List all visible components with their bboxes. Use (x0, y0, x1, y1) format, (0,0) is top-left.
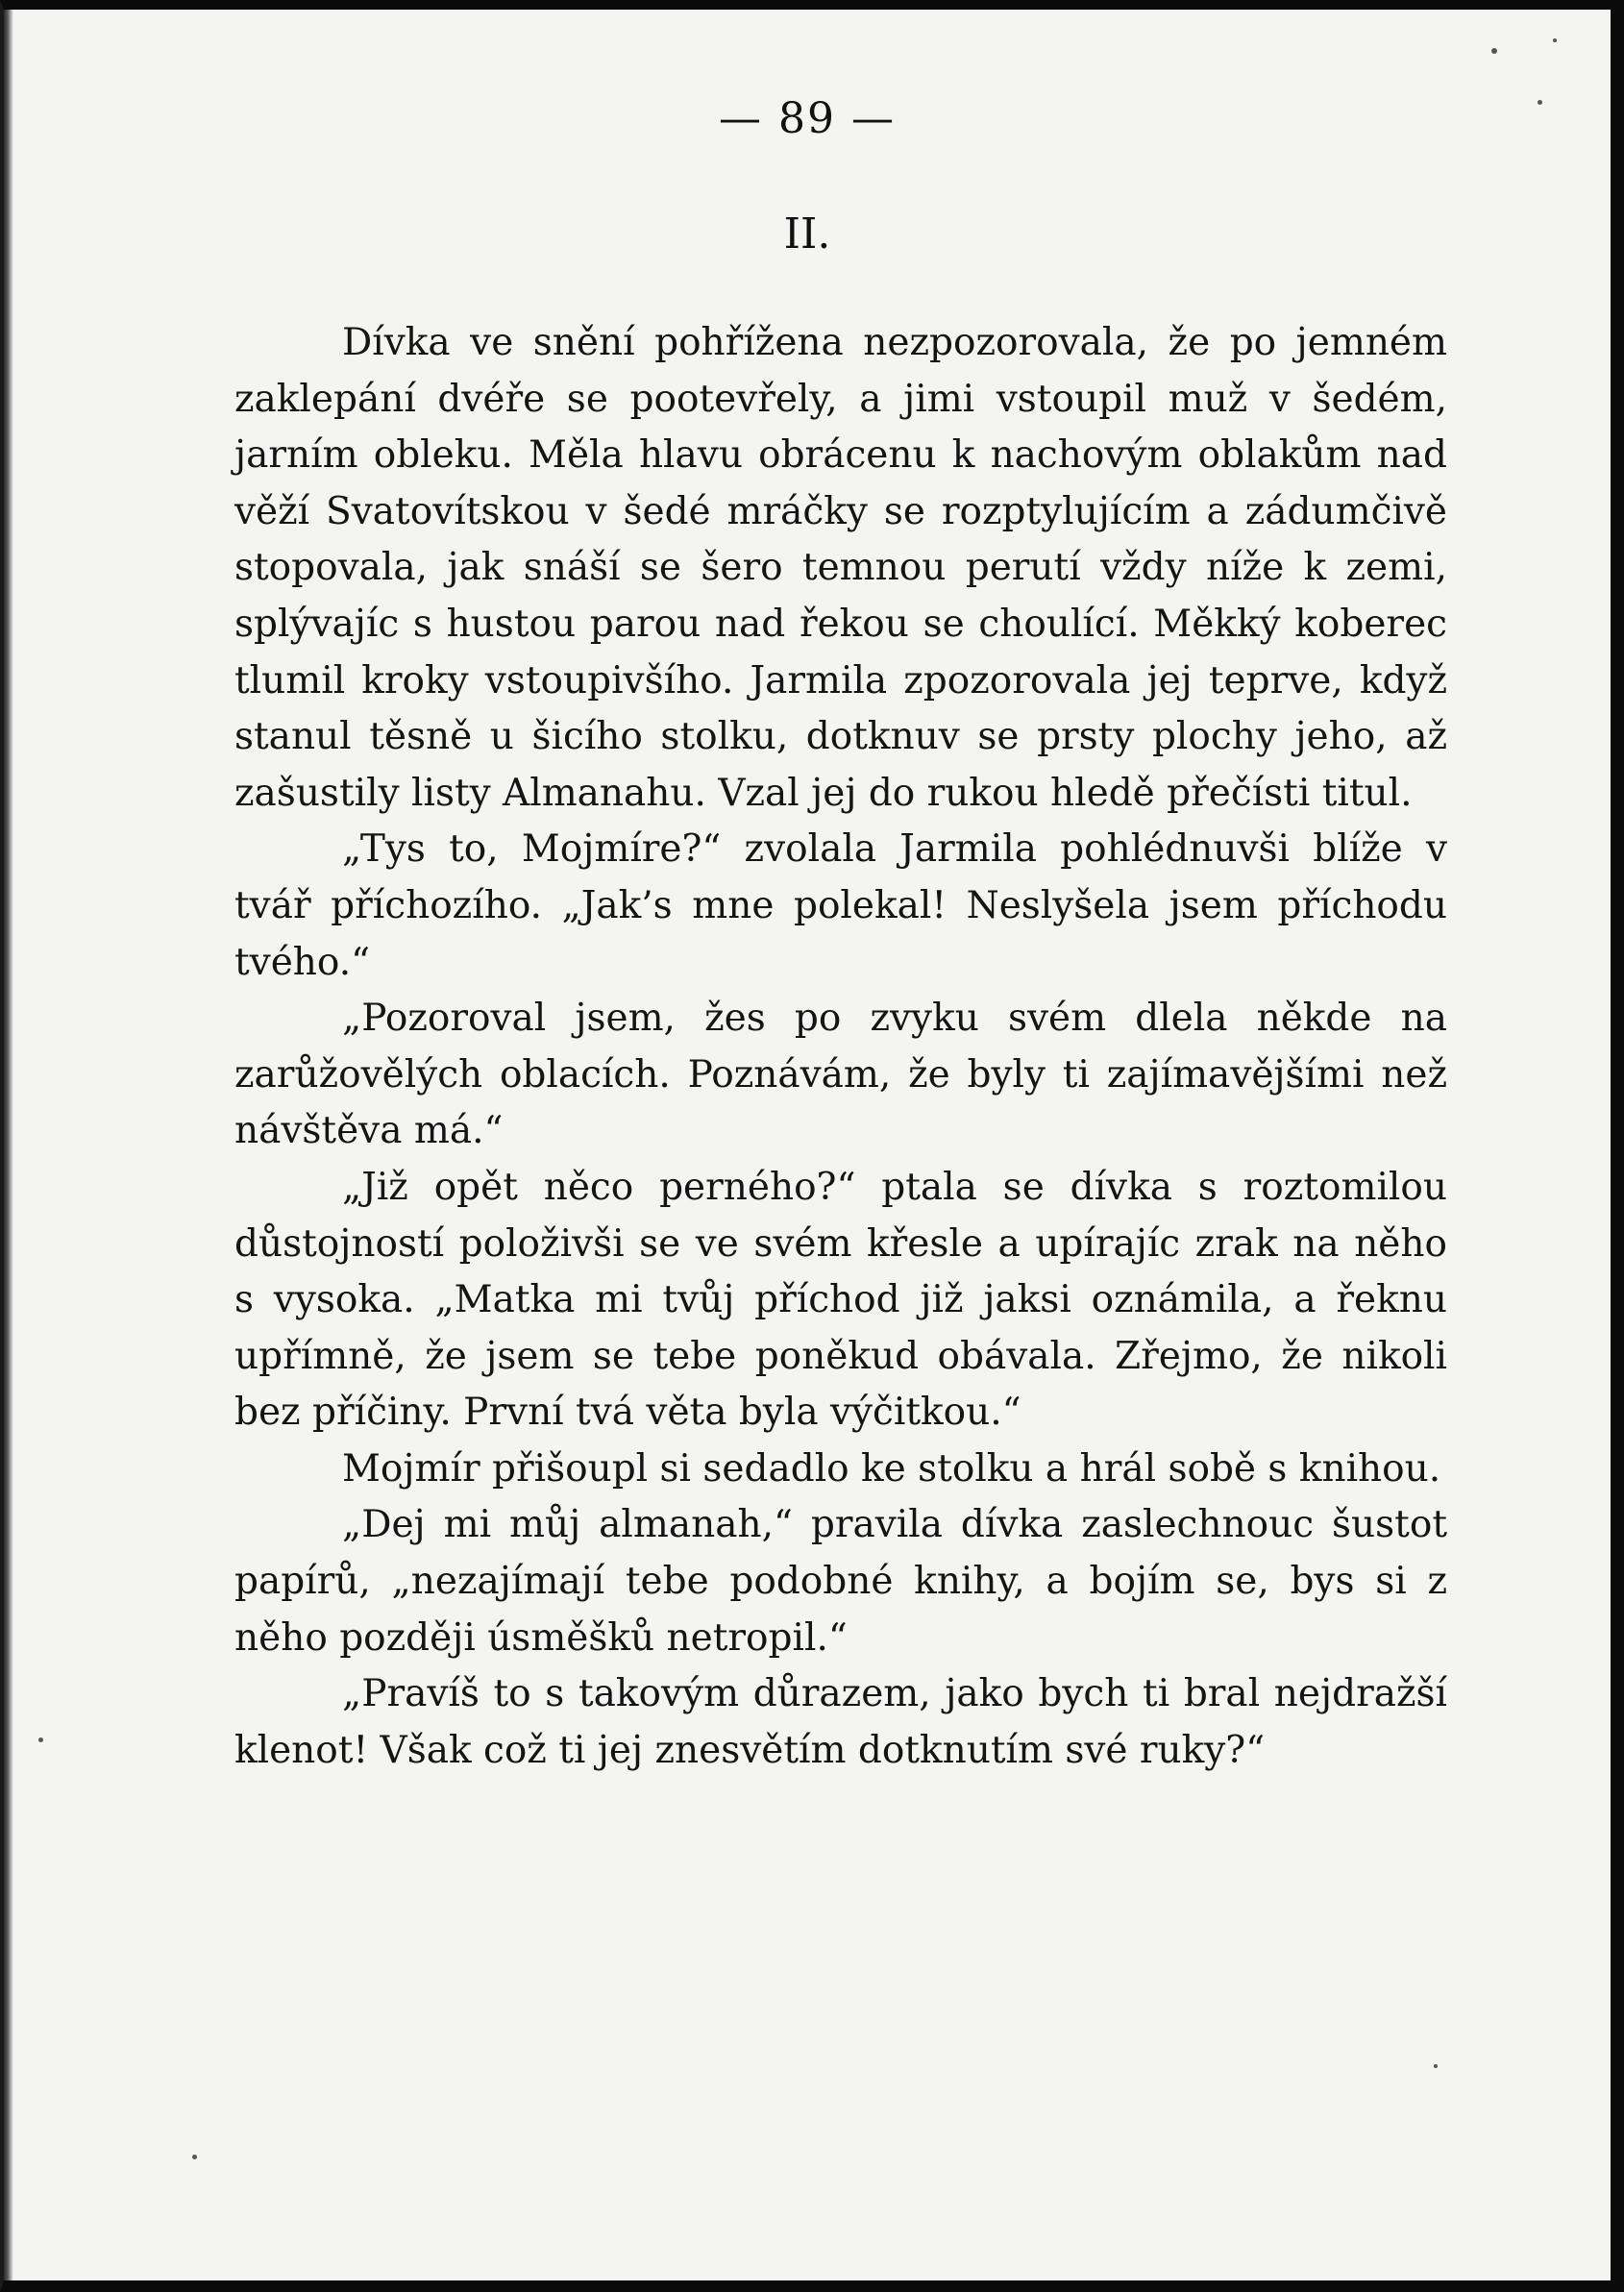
paragraph: Dívka ve snění pohřížena nezpozorovala, že po jemném zaklepání dvéře se pootevřely, a jimi vstoupil muž v šedém, jarním obleku. Měla hlavu obrácenu k nachovým oblakům nad věží Svatovítskou v šedé mráčky se rozptylujícím a zádumčivě stopovala, jak snáší se šero temnou perutí vždy níže k zemi, splývajíc s hustou parou nad řekou se choulící. Měkký koberec tlumil kroky vstoupivšího. Jarmila zpozorovala jej teprve, když stanul těsně u šicího stolku, dotknuv se prsty plochy jeho, až zašustily listy Almanahu. Vzal jej do rukou hledě přečísti titul. (234, 321, 1447, 815)
print-speck (38, 1737, 43, 1742)
paragraph: „Pozoroval jsem, žes po zvyku svém dlela někde na zarůžovělých oblacích. Poznávám, že byly ti zajímavějšími než návštěva má.“ (234, 997, 1447, 1153)
print-speck (1434, 2064, 1438, 2068)
paragraph: „Dej mi můj almanah,“ pravila dívka zaslechnouc šustot papírů, „nezajímají tebe podobné knihy, a bojím se, bys si z něho později úsměšků netropil.“ (234, 1503, 1447, 1660)
print-speck (1553, 38, 1557, 42)
paragraph: „Již opět něco perného?“ ptala se dívka s roztomilou důstojností položivši se ve svém křesle a upírajíc zrak na něho s vysoka. „Matka mi tvůj příchod již jaksi oznámila, a řeknu upřímně, že jsem se tebe poněkud obávala. Zřejmo, že nikoli bez příčiny. První tvá věta byla výčitkou.“ (234, 1165, 1447, 1435)
print-speck (1491, 48, 1497, 54)
paragraph: „Tys to, Mojmíre?“ zvolala Jarmila pohlédnuvši blíže v tvář příchozího. „Jak’s mne polekal! Neslyšela jsem příchodu tvého.“ (234, 827, 1447, 984)
page-number: — 89 — (719, 94, 896, 143)
page-binding-edge (4, 10, 13, 2280)
paragraph: „Pravíš to s takovým důrazem, jako bych ti bral nejdražší klenot! Však což ti jej znesvětím dotknutím své ruky?“ (234, 1672, 1447, 1772)
body-text (234, 315, 1447, 1779)
paragraph: Mojmír přišoupl si sedadlo ke stolku a hrál sobě s knihou. (342, 1446, 1441, 1491)
print-speck (192, 2155, 197, 2159)
chapter-heading: II. (783, 209, 831, 259)
